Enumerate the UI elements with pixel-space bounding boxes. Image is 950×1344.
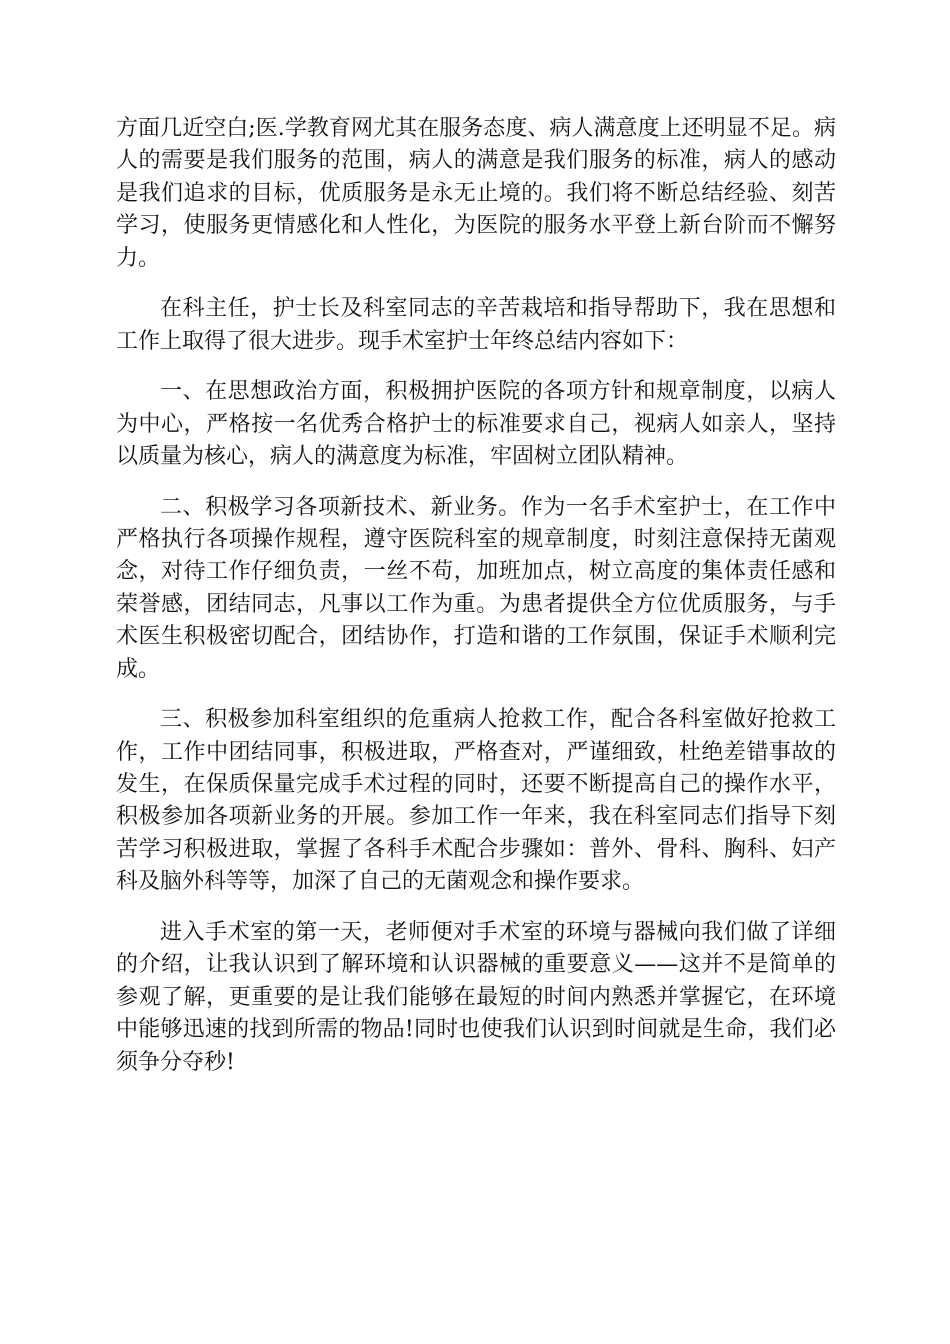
paragraph-intro: 在科主任，护士长及科室同志的辛苦栽培和指导帮助下，我在思想和工作上取得了很大进步。现手术室护士年终总结内容如下：: [116, 296, 836, 354]
document-body: [116, 113, 836, 1079]
paragraph-section-2: 二、积极学习各项新技术、新业务。作为一名手术室护士，在工作中严格执行各项操作规程，遵守医院科室的规章制度，时刻注意保持无菌观念，对待工作仔细负责，一丝不苟，加班加点，树立高度的集体责任感和荣誉感，团结同志，凡事以工作为重。为患者提供全方位优质服务，与手术医生积极密切配合，团结协作，打造和谐的工作氛围，保证手术顺利完成。: [116, 494, 836, 682]
paragraph-continuation: 方面几近空白;医.学教育网尤其在服务态度、病人满意度上还明显不足。病人的需要是我们服务的范围，病人的满意是我们服务的标准，病人的感动是我们追求的目标，优质服务是永无止境的。我们将不断总结经验、刻苦学习，使服务更情感化和人性化，为医院的服务水平登上新台阶而不懈努力。: [116, 116, 836, 271]
paragraph-section-1: 一、在思想政治方面，积极拥护医院的各项方针和规章制度，以病人为中心，严格按一名优秀合格护士的标准要求自己，视病人如亲人，坚持以质量为核心，病人的满意度为标准，牢固树立团队精神。: [116, 379, 836, 470]
paragraph-section-3: 三、积极参加科室组织的危重病人抢救工作，配合各科室做好抢救工作，工作中团结同事，积极进取，严格查对，严谨细致，杜绝差错事故的发生，在保质保量完成手术过程的同时，还要不断提高自己的操作水平，积极参加各项新业务的开展。参加工作一年来，我在科室同志们指导下刻苦学习积极进取，掌握了各科手术配合步骤如：普外、骨科、胸科、妇产科及脑外科等等，加深了自己的无菌观念和操作要求。: [116, 707, 836, 895]
paragraph-first-day: 进入手术室的第一天，老师便对手术室的环境与器械向我们做了详细的介绍，让我认识到了解环境和认识器械的重要意义——这并不是简单的参观了解，更重要的是让我们能够在最短的时间内熟悉并掌握它，在环境中能够迅速的找到所需的物品!同时也使我们认识到时间就是生命，我们必须争分夺秒!: [116, 919, 836, 1075]
